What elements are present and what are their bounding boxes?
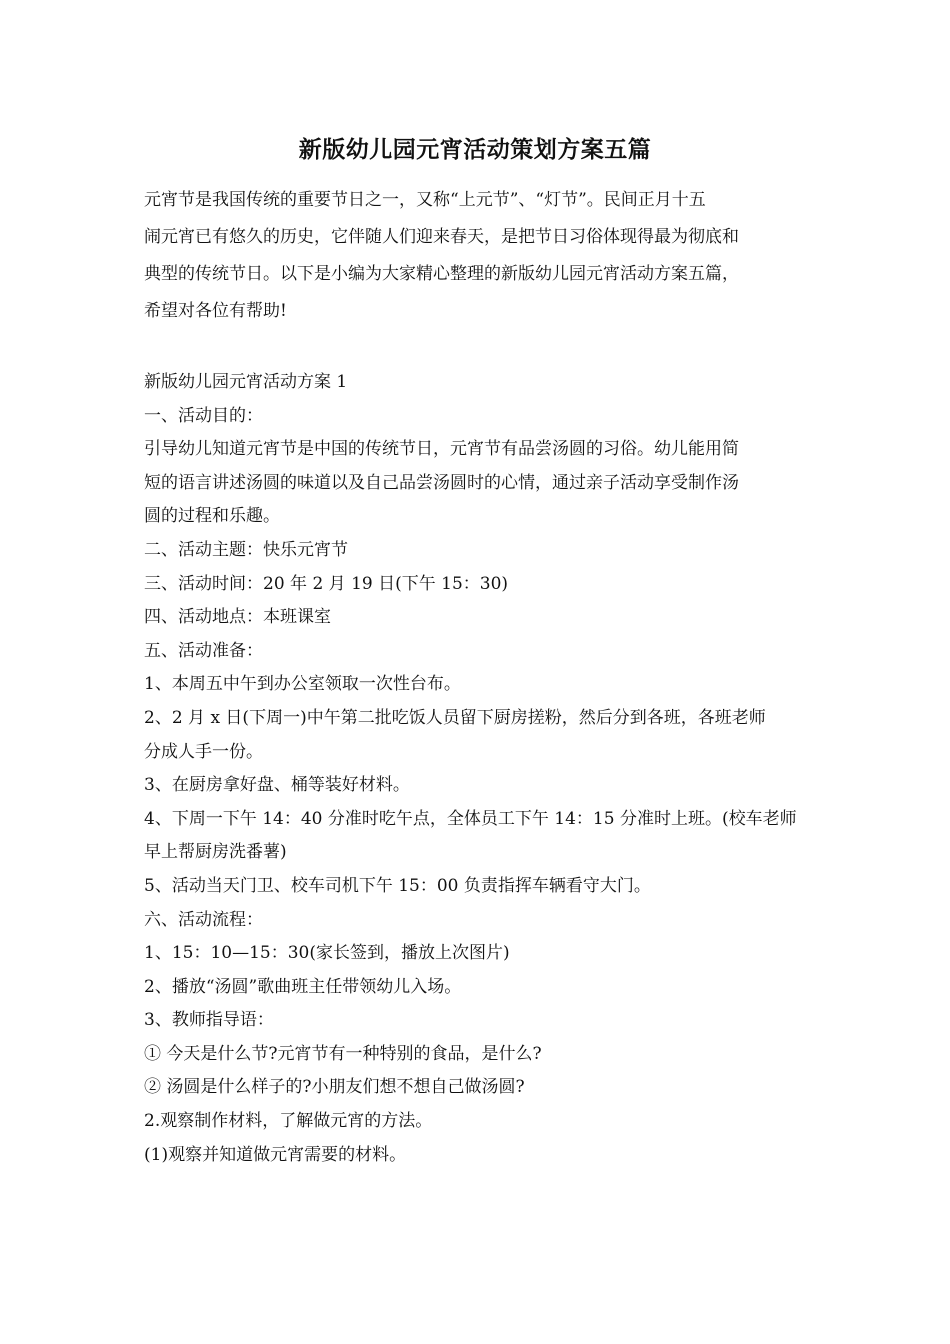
intro-line: 典型的传统节日。以下是小编为大家精心整理的新版幼儿园元宵活动方案五篇， [144,264,739,284]
body-line: 引导幼儿知道元宵节是中国的传统节日，元宵节有品尝汤圆的习俗。幼儿能用简 [144,439,739,460]
intro-line: 闹元宵已有悠久的历史，它伴随人们迎来春天，是把节日习俗体现得最为彻底和 [144,227,739,247]
section-heading: 六、活动流程： [144,909,263,930]
list-item: ① 今天是什么节?元宵节有一种特别的食品，是什么? [144,1043,542,1064]
list-item: ② 汤圆是什么样子的?小朋友们想不想自己做汤圆? [144,1077,525,1098]
section-heading: 二、活动主题：快乐元宵节 [144,539,348,560]
intro-line: 元宵节是我国传统的重要节日之一，又称“上元节”、“灯节”。民间正月十五 [144,190,706,210]
list-item: 3、教师指导语： [144,1010,274,1031]
list-item: 2、2 月 x 日(下周一)中午第二批吃饭人员留下厨房搓粉，然后分到各班，各班老师 [144,707,766,728]
list-item-continued: 分成人手一份。 [144,741,263,762]
list-item: (1)观察并知道做元宵需要的材料。 [144,1144,407,1165]
list-item: 5、活动当天门卫、校车司机下午 15：00 负责指挥车辆看守大门。 [144,875,651,896]
section-heading: 五、活动准备： [144,640,263,661]
section-heading: 四、活动地点：本班课室 [144,607,331,628]
section-heading: 一、活动目的： [144,405,263,426]
intro-paragraph [144,182,808,330]
body-line: 圆的过程和乐趣。 [144,506,280,527]
list-item: 1、本周五中午到办公室领取一次性台布。 [144,674,461,695]
section-heading: 三、活动时间：20 年 2 月 19 日(下午 15：30) [144,573,509,594]
plan-body [144,366,808,1172]
list-item: 3、在厨房拿好盘、桶等装好材料。 [144,775,410,796]
list-item: 2、播放“汤圆”歌曲班主任带领幼儿入场。 [144,976,462,997]
list-item: 2.观察制作材料，了解做元宵的方法。 [144,1111,433,1132]
intro-line: 希望对各位有帮助! [144,301,287,321]
list-item: 4、下周一下午 14：40 分准时吃午点，全体员工下午 14：15 分准时上班。(校车老师 [144,808,797,829]
list-item-continued: 早上帮厨房洗番薯) [144,842,287,863]
list-item: 1、15：10—15：30(家长签到，播放上次图片) [144,943,510,964]
document-title: 新版幼儿园元宵活动策划方案五篇 [298,136,652,163]
body-line: 短的语言讲述汤圆的味道以及自己品尝汤圆时的心情，通过亲子活动享受制作汤 [144,472,739,493]
plan-heading: 新版幼儿园元宵活动方案 1 [144,372,348,392]
